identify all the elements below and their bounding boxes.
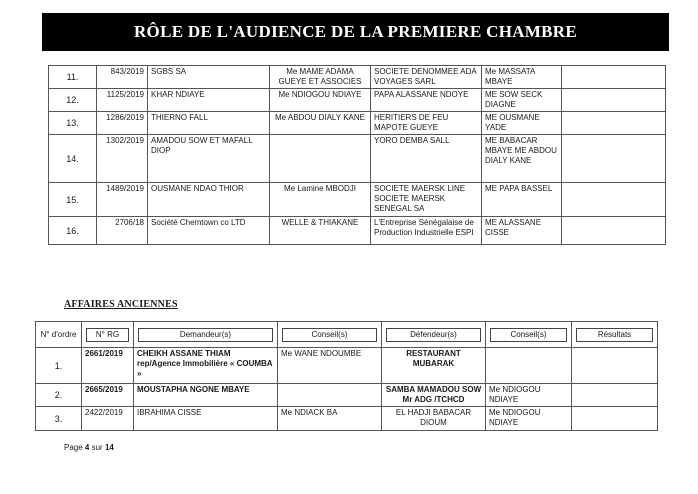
header-conseil: Conseil(s) <box>282 328 377 342</box>
case-resultat <box>562 217 666 245</box>
old-case-number: 3. <box>36 407 82 431</box>
case-conseil: Me ABDOU DIALY KANE <box>270 112 371 135</box>
table-row <box>49 112 666 135</box>
table-row <box>49 66 666 89</box>
case-conseil: Me Lamine MBODJI <box>270 183 371 217</box>
header-demandeur: Demandeur(s) <box>138 328 273 342</box>
old-case-demandeur: IBRAHIMA CISSE <box>134 407 278 431</box>
old-case-demandeur: MOUSTAPHA NGONE MBAYE <box>134 384 278 407</box>
case-defendeur: HERITIERS DE FEU MAPOTE GUEYE <box>371 112 482 135</box>
table-row <box>49 135 666 183</box>
case-demandeur: OUSMANE NDAO THIOR <box>148 183 270 217</box>
old-case-defendeur: EL HADJI BABACAR DIOUM <box>382 407 486 431</box>
old-case-resultat <box>572 348 658 384</box>
header-rg: N° RG <box>86 328 129 342</box>
header-defendeur: Défendeur(s) <box>386 328 481 342</box>
page-footer: Page 4 sur 14 <box>64 443 114 452</box>
case-conseil: Me MAME ADAMA GUEYE ET ASSOCIES <box>270 66 371 89</box>
table-row <box>36 407 658 431</box>
old-case-rg: 2422/2019 <box>82 407 134 431</box>
case-resultat <box>562 183 666 217</box>
case-defendeur: SOCIETE DENOMMEE ADA VOYAGES SARL <box>371 66 482 89</box>
old-case-conseil-2 <box>486 348 572 384</box>
old-cases-table <box>35 321 658 431</box>
case-conseil-2: ME ALASSANE CISSE <box>482 217 562 245</box>
case-rg: 1125/2019 <box>97 89 148 112</box>
table-row <box>49 217 666 245</box>
header-ordre: N° d'ordre <box>36 322 82 348</box>
case-rg: 2706/18 <box>97 217 148 245</box>
header-conseil-2: Conseil(s) <box>490 328 567 342</box>
case-defendeur: SOCIETE MAERSK LINE SOCIETE MAERSK SENEGAL SA <box>371 183 482 217</box>
page-title: RÔLE DE L'AUDIENCE DE LA PREMIERE CHAMBRE <box>42 13 669 51</box>
case-conseil-2: ME OUSMANE YADE <box>482 112 562 135</box>
old-case-rg: 2661/2019 <box>82 348 134 384</box>
old-case-demandeur: CHEIKH ASSANE THIAM rep/Agence Immobilière « COUMBA » <box>134 348 278 384</box>
old-case-resultat <box>572 407 658 431</box>
case-demandeur: THIERNO FALL <box>148 112 270 135</box>
case-demandeur: Société Chemtown co LTD <box>148 217 270 245</box>
case-number: 12. <box>49 89 97 112</box>
cases-table <box>48 65 666 245</box>
case-conseil-2: ME BABACAR MBAYE ME ABDOU DIALY KANE <box>482 135 562 183</box>
case-defendeur: L'Entreprise Sénégalaise de Production Industrielle ESPI <box>371 217 482 245</box>
header-resultats: Résultats <box>576 328 653 342</box>
old-case-conseil <box>278 384 382 407</box>
old-case-rg: 2665/2019 <box>82 384 134 407</box>
table-row <box>36 384 658 407</box>
case-number: 11. <box>49 66 97 89</box>
old-case-defendeur: SAMBA MAMADOU SOW Mr ADG /TCHCD <box>382 384 486 407</box>
table-row <box>49 183 666 217</box>
case-number: 13. <box>49 112 97 135</box>
old-case-conseil: Me WANE NDOUMBE <box>278 348 382 384</box>
old-case-number: 2. <box>36 384 82 407</box>
section-title: AFFAIRES ANCIENNES <box>64 299 178 310</box>
case-number: 15. <box>49 183 97 217</box>
case-resultat <box>562 89 666 112</box>
case-conseil: WELLE & THIAKANE <box>270 217 371 245</box>
old-case-conseil-2: Me NDIOGOU NDIAYE <box>486 384 572 407</box>
case-defendeur: PAPA ALASSANE NDOYE <box>371 89 482 112</box>
case-conseil-2: ME SOW SECK DIAGNE <box>482 89 562 112</box>
case-rg: 843/2019 <box>97 66 148 89</box>
table-row <box>36 348 658 384</box>
case-demandeur: SGBS SA <box>148 66 270 89</box>
case-resultat <box>562 66 666 89</box>
old-case-defendeur: RESTAURANT MUBARAK <box>382 348 486 384</box>
case-conseil-2: ME PAPA BASSEL <box>482 183 562 217</box>
case-rg: 1286/2019 <box>97 112 148 135</box>
old-case-conseil-2: Me NDIOGOU NDIAYE <box>486 407 572 431</box>
case-number: 14. <box>49 135 97 183</box>
case-demandeur: AMADOU SOW ET MAFALL DIOP <box>148 135 270 183</box>
table-row <box>49 89 666 112</box>
old-case-conseil: Me NDIACK BA <box>278 407 382 431</box>
old-case-number: 1. <box>36 348 82 384</box>
header-row <box>36 322 658 348</box>
case-conseil <box>270 135 371 183</box>
old-case-resultat <box>572 384 658 407</box>
case-rg: 1302/2019 <box>97 135 148 183</box>
case-demandeur: KHAR NDIAYE <box>148 89 270 112</box>
case-rg: 1489/2019 <box>97 183 148 217</box>
case-conseil: Me NDIOGOU NDIAYE <box>270 89 371 112</box>
case-resultat <box>562 135 666 183</box>
case-defendeur: YORO DEMBA SALL <box>371 135 482 183</box>
case-resultat <box>562 112 666 135</box>
case-conseil-2: Me MASSATA MBAYE <box>482 66 562 89</box>
case-number: 16. <box>49 217 97 245</box>
